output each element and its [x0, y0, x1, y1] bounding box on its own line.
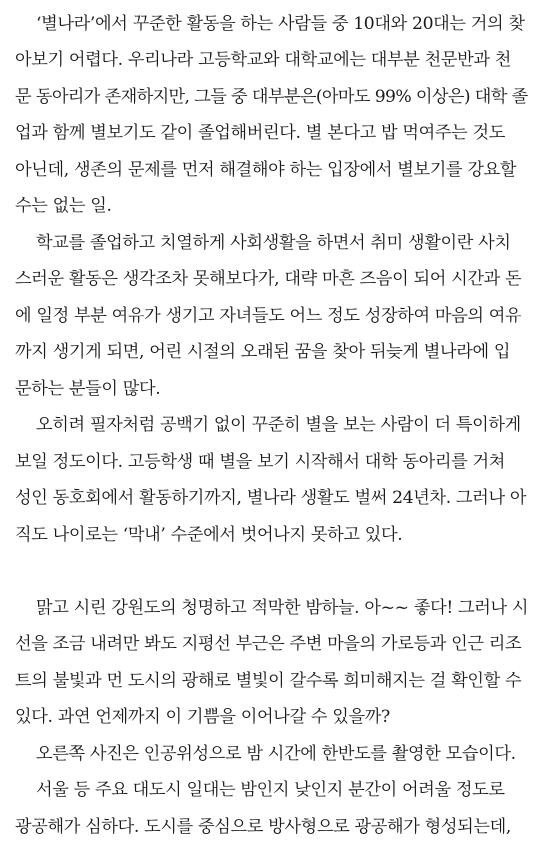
text-line: 직도 나이로는 ‘막내’ 수준에서 벗어나지 못하고 있다. [15, 525, 403, 545]
text-line: 스러운 활동은 생각조차 못해보다가, 대략 마흔 즈음이 되어 시간과 돈 [15, 269, 522, 289]
text-line: 까지 생기게 되면, 어린 시절의 오래된 꿈을 찾아 뒤늦게 별나라에 입 [15, 342, 511, 362]
text-line: 선을 조금 내려만 봐도 지평선 부근은 주변 마을의 가로등과 인근 리조 [15, 634, 522, 654]
text-line: 오히려 필자처럼 공백기 없이 꾸준히 별을 보는 사람이 더 특이하게 [36, 415, 521, 435]
text-line: 보일 정도이다. 고등학생 때 별을 보기 시작해서 대학 동아리를 거쳐 [15, 452, 505, 472]
text-line: 있다. 과연 언제까지 이 기쁨을 이어나갈 수 있을까? [15, 707, 390, 727]
text-line: 성인 동호회에서 활동하기까지, 별나라 생활도 벌써 24년차. 그러나 아 [15, 488, 527, 508]
text-line: 학교를 졸업하고 치열하게 사회생활을 하면서 취미 생활이란 사치 [36, 233, 511, 253]
text-line: 수는 없는 일. [15, 196, 112, 216]
text-line: 업과 함께 별보기도 같이 졸업해버린다. 별 본다고 밥 먹여주는 것도 [15, 123, 505, 143]
text-line: 문 동아리가 존재하지만, 그들 중 대부분은(아마도 99% 이상은) 대학 졸 [15, 87, 528, 107]
text-line: 트의 불빛과 먼 도시의 광해로 별빛이 갈수록 희미해지는 걸 확인할 수 [15, 671, 522, 691]
text-line: 서울 등 주요 대도시 일대는 밤인지 낮인지 분간이 어려울 정도로 [36, 780, 505, 800]
text-line: 오른쪽 사진은 인공위성으로 밤 시간에 한반도를 촬영한 모습이다. [36, 744, 516, 764]
text-line: 광공해가 심하다. 도시를 중심으로 방사형으로 광공해가 형성되는데, [15, 817, 511, 837]
text-line: 문하는 분들이 많다. [15, 379, 161, 399]
text-line: 에 일정 부분 여유가 생기고 자녀들도 어느 정도 성장하여 마음의 여유 [15, 306, 522, 326]
text-line: 아닌데, 생존의 문제를 먼저 해결해야 하는 입장에서 별보기를 강요할 [15, 160, 517, 180]
text-line: 아보기 어렵다. 우리나라 고등학교와 대학교에는 대부분 천문반과 천 [15, 50, 511, 70]
text-line: ‘별나라’에서 꾸준한 활동을 하는 사람들 중 10대와 20대는 거의 찾 [36, 14, 525, 34]
text-line: 맑고 시린 강원도의 청명하고 적막한 밤하늘. 아~~ 좋다! 그러나 시 [36, 598, 529, 618]
